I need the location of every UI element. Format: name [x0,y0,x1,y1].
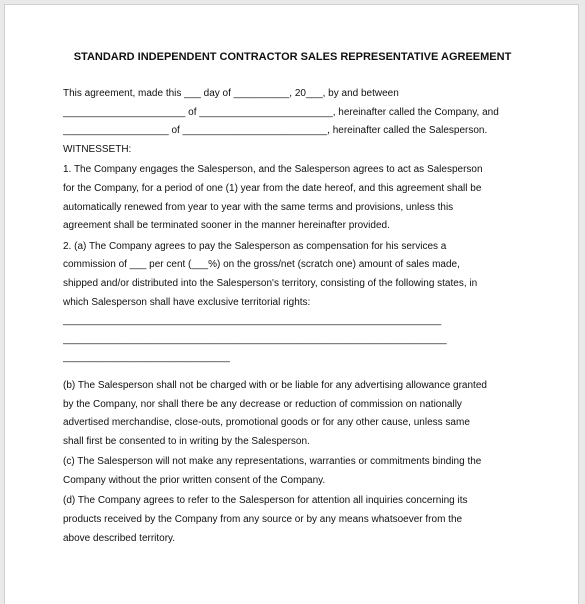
clause-2b-line: shall first be consented to in writing by the Salesperson. [63,435,310,447]
territory-blank-line: ____________________________________________________________________ [63,315,442,327]
document-page [4,4,579,604]
clause-1-line: 1. The Company engages the Salesperson, and the Salesperson agrees to act as Salesperson [63,164,483,176]
clause-2a-line: commission of ___ per cent (___%) on the gross/net (scratch one) amount of sales made, [63,259,460,271]
intro-line: ___________________ of __________________________, hereinafter called the Salesperson. [63,125,488,137]
clause-2c-line: Company without the prior written consent of the Company. [63,474,326,486]
clause-2b-line: (b) The Salesperson shall not be charged with or be liable for any advertising allowance granted [63,379,487,391]
clause-1-line: agreement shall be terminated sooner in the manner hereinafter provided. [63,220,390,232]
witnesseth-heading: WITNESSETH: [63,143,132,155]
clause-2d-line: above described territory. [63,532,176,544]
intro-line: ______________________ of ________________________, hereinafter called the Company, and [63,106,499,118]
clause-2d-line: (d) The Company agrees to refer to the Salesperson for attention all inquiries concerning its [63,495,468,507]
clause-1-line: for the Company, for a period of one (1) year from the date hereof, and this agreement shall be [63,182,482,194]
clause-2a-line: 2. (a) The Company agrees to pay the Salesperson as compensation for his services a [63,240,447,252]
territory-blank-line: ______________________________ [63,352,230,364]
clause-2a-line: shipped and/or distributed into the Salesperson's territory, consisting of the following states, in [63,277,478,289]
document-title: STANDARD INDEPENDENT CONTRACTOR SALES REPRESENTATIVE AGREEMENT [73,51,512,63]
clause-2b-line: advertised merchandise, close-outs, promotional goods or for any other cause, unless same [63,417,470,429]
document-body [63,85,518,548]
clause-2a-line: which Salesperson shall have exclusive territorial rights: [63,296,311,308]
clause-2c-line: (c) The Salesperson will not make any representations, warranties or commitments binding the [63,456,482,468]
clause-1-line: automatically renewed from year to year with the same terms and provisions, unless this [63,201,454,213]
clause-2d-line: products received by the Company from any source or by any means whatsoever from the [63,514,463,526]
intro-line: This agreement, made this ___ day of __________, 20___, by and between [63,88,399,99]
territory-blank-line: _____________________________________________________________________ [63,333,447,345]
clause-2b-line: by the Company, nor shall there be any decrease or reduction of commission on nationally [63,398,462,410]
